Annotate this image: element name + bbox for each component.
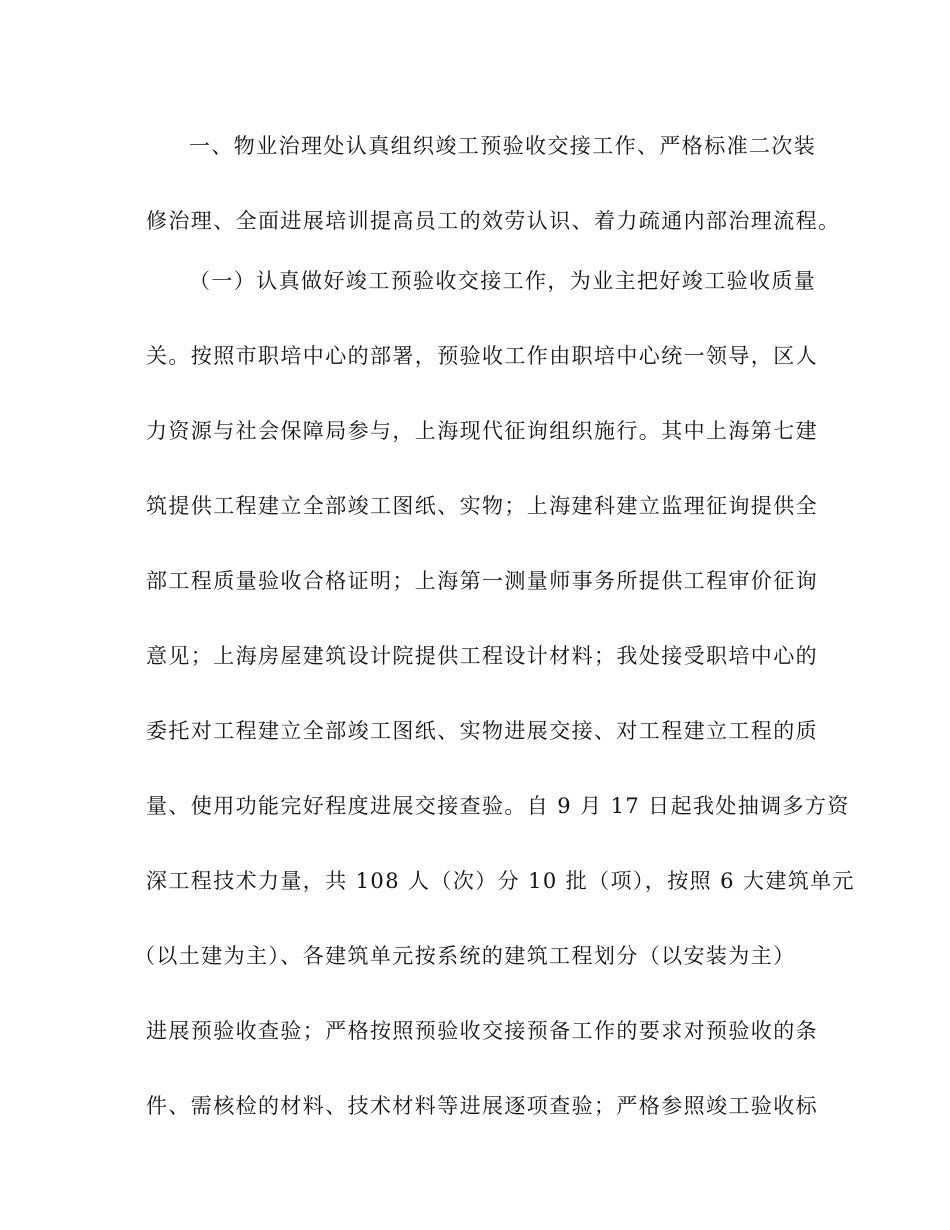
paragraph-line: 部工程质量验收合格证明；上海第一测量师事务所提供工程审价征询 [146,569,818,593]
paragraph-line: 量、使用功能完好程度进展交接查验。自 9 月 17 日起我处抽调多方资 [146,794,850,818]
paragraph-line: （以土建为主）、各建筑单元按系统的建筑工程划分（以安装为主） [134,944,796,968]
paragraph-line: 委托对工程建立全部竣工图纸、实物进展交接、对工程建立工程的质 [146,719,818,743]
paragraph-line: 力资源与社会保障局参与，上海现代征询组织施行。其中上海第七建 [146,419,818,443]
paragraph-line: 意见；上海房屋建筑设计院提供工程设计材料；我处接受职培中心的 [146,644,818,668]
paragraph-line: 筑提供工程建立全部竣工图纸、实物；上海建科建立监理征询提供全 [146,494,818,518]
paragraph-line: 件、需核检的材料、技术材料等进展逐项查验；严格参照竣工验收标 [146,1094,818,1118]
paragraph-line: 进展预验收查验；严格按照预验收交接预备工作的要求对预验收的条 [146,1019,818,1043]
paragraph-line: 修治理、全面进展培训提高员工的效劳认识、着力疏通内部治理流程。 [146,209,841,233]
paragraph-line: 深工程技术力量，共 108 人（次）分 10 批（项），按照 6 大建筑单元 [146,869,855,893]
paragraph-line: （一）认真做好竣工预验收交接工作，为业主把好竣工验收质量 [189,269,817,293]
paragraph-line: 关。按照市职培中心的部署，预验收工作由职培中心统一领导，区人 [146,344,818,368]
paragraph-line: 一、物业治理处认真组织竣工预验收交接工作、严格标准二次装 [189,134,817,158]
